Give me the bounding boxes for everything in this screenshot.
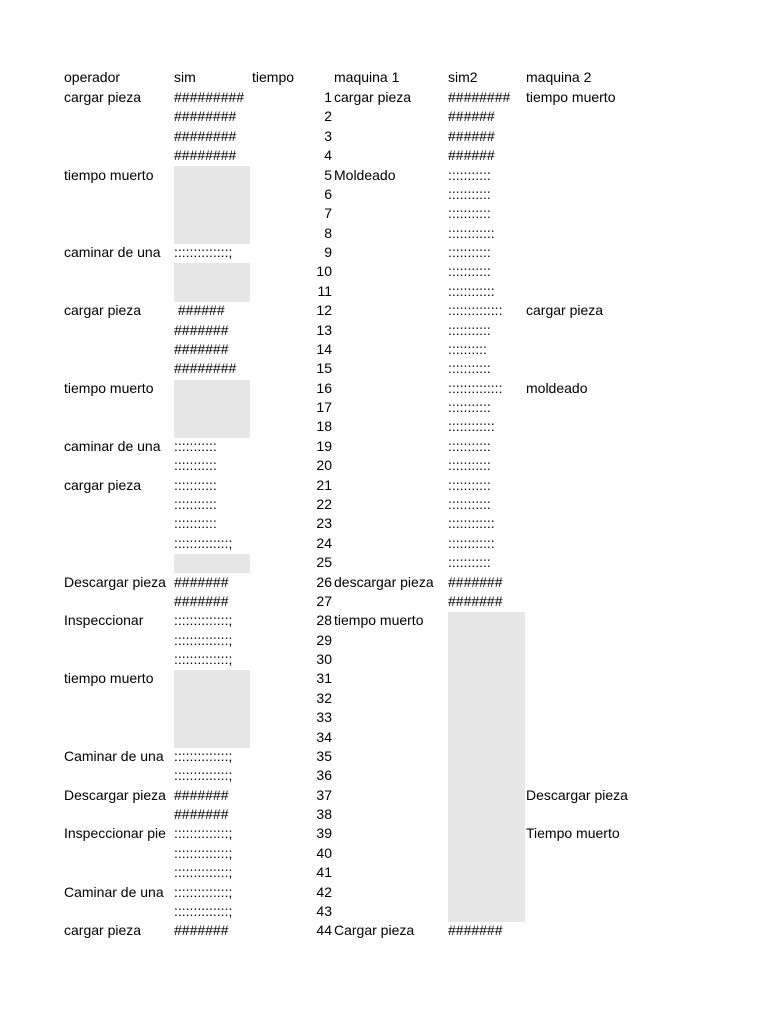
operador-cell[interactable]: tiempo muerto xyxy=(64,380,154,396)
tiempo-cell[interactable]: 3 xyxy=(324,128,332,144)
header-maquina2[interactable]: maquina 2 xyxy=(526,69,592,85)
operador-cell[interactable]: tiempo muerto xyxy=(64,670,154,686)
tiempo-cell[interactable]: 7 xyxy=(324,205,332,221)
sim2-cell[interactable]: ::::::::::: xyxy=(448,205,491,221)
operador-cell[interactable]: Caminar de una xyxy=(64,748,164,764)
sim-shade-rows-16-18 xyxy=(174,380,250,438)
tiempo-cell[interactable]: 42 xyxy=(316,884,332,900)
sim-cell[interactable]: ::::::::::::::; xyxy=(174,632,233,648)
sim-cell[interactable]: ######## xyxy=(174,108,237,124)
sim2-cell[interactable]: ::::::::::: xyxy=(448,322,491,338)
maquina2-cell[interactable]: tiempo muerto xyxy=(526,89,616,105)
sim-cell[interactable]: ::::::::::: xyxy=(174,496,217,512)
maquina1-cell[interactable]: cargar pieza xyxy=(334,89,412,105)
sim2-cell[interactable]: ####### xyxy=(448,922,503,938)
tiempo-cell[interactable]: 30 xyxy=(316,651,332,667)
tiempo-cell[interactable]: 34 xyxy=(316,729,332,745)
tiempo-cell[interactable]: 12 xyxy=(316,302,332,318)
tiempo-cell[interactable]: 15 xyxy=(316,360,332,376)
header-maquina1[interactable]: maquina 1 xyxy=(334,69,400,85)
maquina1-cell[interactable]: descargar pieza xyxy=(334,574,434,590)
operador-cell[interactable]: Descargar pieza xyxy=(64,574,166,590)
tiempo-cell[interactable]: 19 xyxy=(316,438,332,454)
sim-cell[interactable]: ####### xyxy=(174,922,229,938)
sim-cell[interactable]: ###### xyxy=(174,302,225,318)
sim2-cell[interactable]: ####### xyxy=(448,574,503,590)
tiempo-cell[interactable]: 43 xyxy=(316,903,332,919)
operador-cell[interactable]: cargar pieza xyxy=(64,922,142,938)
tiempo-cell[interactable]: 23 xyxy=(316,515,332,531)
sim-cell[interactable]: ######## xyxy=(174,128,237,144)
sim-cell[interactable]: ::::::::::::::; xyxy=(174,884,233,900)
sim2-cell[interactable]: :::::::::::::: xyxy=(448,302,503,318)
operador-cell[interactable]: Descargar pieza xyxy=(64,787,166,803)
sim-shade-rows-31-34 xyxy=(174,670,250,748)
tiempo-cell[interactable]: 17 xyxy=(316,399,332,415)
sim2-cell[interactable]: :::::::::::: xyxy=(448,515,495,531)
tiempo-cell[interactable]: 32 xyxy=(316,690,332,706)
tiempo-cell[interactable]: 29 xyxy=(316,632,332,648)
sim2-cell[interactable]: ::::::::::: xyxy=(448,244,491,260)
sim-cell[interactable]: ####### xyxy=(174,787,229,803)
sim-cell[interactable]: ::::::::::::::; xyxy=(174,748,233,764)
operador-cell[interactable]: cargar pieza xyxy=(64,477,142,493)
maquina1-cell[interactable]: Cargar pieza xyxy=(334,922,415,938)
operador-cell[interactable]: caminar de una xyxy=(64,438,161,454)
header-tiempo[interactable]: tiempo xyxy=(252,69,295,85)
operador-cell[interactable]: Inspeccionar pie xyxy=(64,825,166,841)
tiempo-cell[interactable]: 5 xyxy=(324,167,332,183)
tiempo-cell[interactable]: 25 xyxy=(316,554,332,570)
sim2-cell[interactable]: ::::::::::: xyxy=(448,186,491,202)
tiempo-cell[interactable]: 2 xyxy=(324,108,332,124)
sim-cell[interactable]: ::::::::::::::; xyxy=(174,767,233,783)
maquina2-cell[interactable]: Tiempo muerto xyxy=(526,825,620,841)
maquina1-cell[interactable]: Moldeado xyxy=(334,167,396,183)
sim-cell[interactable]: ::::::::::::::; xyxy=(174,825,233,841)
tiempo-cell[interactable]: 37 xyxy=(316,787,332,803)
sim2-shade-rows-28-43 xyxy=(448,612,525,922)
sim-cell[interactable]: ::::::::::: xyxy=(174,477,217,493)
sim2-cell[interactable]: :::::::::::::: xyxy=(448,380,503,396)
maquina2-cell[interactable]: moldeado xyxy=(526,380,588,396)
sim2-cell[interactable]: :::::::::::: xyxy=(448,283,495,299)
sim-cell[interactable]: ::::::::::: xyxy=(174,457,217,473)
sim-cell[interactable]: ::::::::::::::; xyxy=(174,244,233,260)
tiempo-cell[interactable]: 6 xyxy=(324,186,332,202)
sim2-cell[interactable]: ###### xyxy=(448,108,495,124)
sim-cell[interactable]: ::::::::::::::; xyxy=(174,903,233,919)
sim-cell[interactable]: ::::::::::::::; xyxy=(174,864,233,880)
operador-cell[interactable]: caminar de una xyxy=(64,244,161,260)
sim2-cell[interactable]: ###### xyxy=(448,128,495,144)
tiempo-cell[interactable]: 28 xyxy=(316,612,332,628)
sim-cell[interactable]: ::::::::::: xyxy=(174,438,217,454)
sim2-cell[interactable]: ::::::::::: xyxy=(448,457,491,473)
operador-cell[interactable]: Inspeccionar xyxy=(64,612,144,628)
tiempo-cell[interactable]: 14 xyxy=(316,341,332,357)
header-operador[interactable]: operador xyxy=(64,69,121,85)
sim-cell[interactable]: ####### xyxy=(174,806,229,822)
tiempo-cell[interactable]: 27 xyxy=(316,593,332,609)
header-sim2[interactable]: sim2 xyxy=(448,69,478,85)
maquina1-cell[interactable]: tiempo muerto xyxy=(334,612,424,628)
tiempo-cell[interactable]: 8 xyxy=(324,225,332,241)
sim2-cell[interactable]: ::::::::::: xyxy=(448,263,491,279)
tiempo-cell[interactable]: 40 xyxy=(316,845,332,861)
tiempo-cell[interactable]: 13 xyxy=(316,322,332,338)
tiempo-cell[interactable]: 41 xyxy=(316,864,332,880)
sim-cell[interactable]: ####### xyxy=(174,574,229,590)
operador-cell[interactable]: tiempo muerto xyxy=(64,167,154,183)
tiempo-cell[interactable]: 36 xyxy=(316,767,332,783)
tiempo-cell[interactable]: 4 xyxy=(324,147,332,163)
sim2-cell[interactable]: ::::::::::: xyxy=(448,360,491,376)
sim2-cell[interactable]: :::::::::::: xyxy=(448,535,495,551)
tiempo-cell[interactable]: 39 xyxy=(316,825,332,841)
tiempo-cell[interactable]: 11 xyxy=(317,283,332,299)
maquina2-cell[interactable]: cargar pieza xyxy=(526,302,604,318)
sim-cell[interactable]: ::::::::::::::; xyxy=(174,651,233,667)
sim2-cell[interactable]: ###### xyxy=(448,147,495,163)
sim-shade-rows-5-8 xyxy=(174,166,250,244)
sim2-cell[interactable]: ####### xyxy=(448,593,503,609)
sim-cell[interactable]: ::::::::::::::; xyxy=(174,535,233,551)
sim-cell[interactable]: ####### xyxy=(174,322,229,338)
sim-cell[interactable]: ####### xyxy=(174,341,229,357)
sim-cell[interactable]: ::::::::::::::; xyxy=(174,845,233,861)
sim2-cell[interactable]: ::::::::::: xyxy=(448,399,491,415)
tiempo-cell[interactable]: 16 xyxy=(316,380,332,396)
tiempo-cell[interactable]: 26 xyxy=(316,574,332,590)
header-sim[interactable]: sim xyxy=(174,69,196,85)
tiempo-cell[interactable]: 21 xyxy=(316,477,332,493)
tiempo-cell[interactable]: 38 xyxy=(316,806,332,822)
tiempo-cell[interactable]: 18 xyxy=(316,418,332,434)
tiempo-cell[interactable]: 24 xyxy=(316,535,332,551)
sim2-cell[interactable]: ::::::::::: xyxy=(448,496,491,512)
tiempo-cell[interactable]: 20 xyxy=(316,457,332,473)
sim-cell[interactable]: ####### xyxy=(174,593,229,609)
operador-cell[interactable]: Caminar de una xyxy=(64,884,164,900)
tiempo-cell[interactable]: 9 xyxy=(324,244,332,260)
tiempo-cell[interactable]: 33 xyxy=(316,709,332,725)
operador-cell[interactable]: cargar pieza xyxy=(64,89,142,105)
tiempo-cell[interactable]: 31 xyxy=(316,670,332,686)
maquina2-cell[interactable]: Descargar pieza xyxy=(526,787,628,803)
sim-cell[interactable]: ######### xyxy=(174,89,245,105)
sim2-cell[interactable]: ::::::::::: xyxy=(448,438,491,454)
sim2-cell[interactable]: :::::::::: xyxy=(448,341,487,357)
sim-cell[interactable]: ######## xyxy=(174,147,237,163)
sim-shade-row-25 xyxy=(174,554,250,573)
tiempo-cell[interactable]: 44 xyxy=(316,922,332,938)
tiempo-cell[interactable]: 22 xyxy=(316,496,332,512)
sim-cell[interactable]: ::::::::::::::; xyxy=(174,612,233,628)
sim2-cell[interactable]: ######## xyxy=(448,89,511,105)
sim2-cell[interactable]: ::::::::::: xyxy=(448,477,491,493)
sim-cell[interactable]: ######## xyxy=(174,360,237,376)
sim2-cell[interactable]: ::::::::::: xyxy=(448,554,491,570)
sim2-cell[interactable]: ::::::::::: xyxy=(448,167,491,183)
sim-cell[interactable]: ::::::::::: xyxy=(174,515,217,531)
tiempo-cell[interactable]: 1 xyxy=(324,89,332,105)
sim2-cell[interactable]: :::::::::::: xyxy=(448,418,495,434)
tiempo-cell[interactable]: 35 xyxy=(316,748,332,764)
sim2-cell[interactable]: :::::::::::: xyxy=(448,225,495,241)
tiempo-cell[interactable]: 10 xyxy=(316,263,332,279)
sim-shade-rows-10-11 xyxy=(174,263,250,302)
operador-cell[interactable]: cargar pieza xyxy=(64,302,142,318)
